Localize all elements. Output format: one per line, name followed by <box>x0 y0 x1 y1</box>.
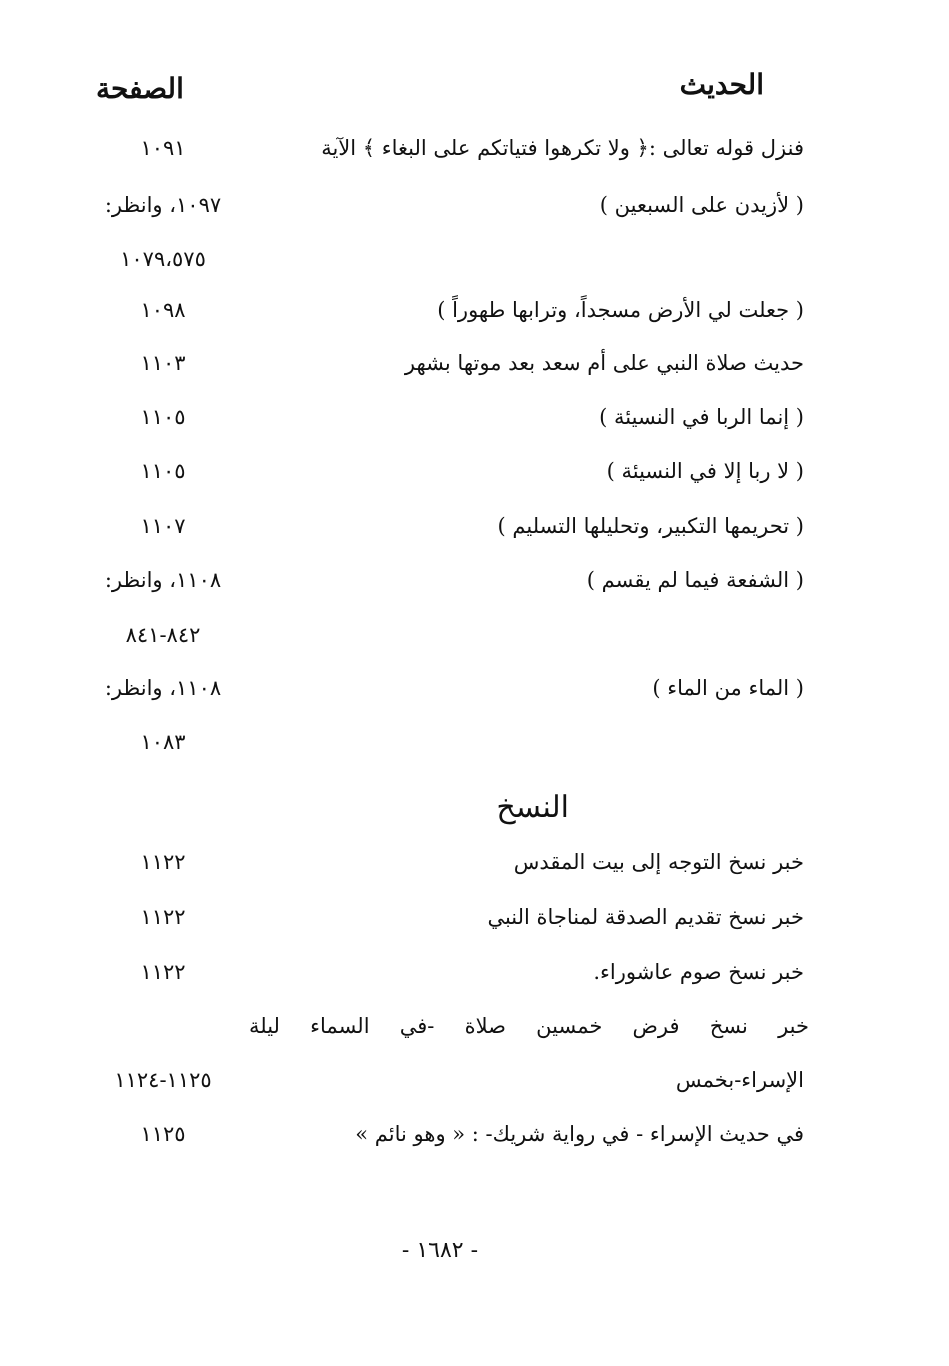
page-reference: ١١٠٧ <box>140 514 186 538</box>
hadith-text: ( لأزيدن على السبعين ) <box>599 193 804 217</box>
list-item <box>0 128 949 168</box>
list-item <box>0 615 949 655</box>
hadith-text: خبر نسخ التوجه إلى بيت المقدس <box>513 850 804 874</box>
hadith-text: فنزل قوله تعالى :﴿ ولا تكرهوا فتياتكم على البغاء ﴾ الآية <box>321 136 804 160</box>
page-reference: ١٠٩٧، وانظر: <box>104 193 222 217</box>
list-item <box>0 239 949 279</box>
hadith-text: ( الماء من الماء ) <box>652 676 804 700</box>
list-item <box>0 842 949 882</box>
page-reference: ١١٠٥ <box>140 405 186 429</box>
column-header-hadith: الحديث <box>679 68 764 101</box>
page-reference: ١٠٩١ <box>140 136 186 160</box>
page-reference: ١١٢٢ <box>140 850 186 874</box>
page-reference: ١١٠٥ <box>140 459 186 483</box>
page-reference: ٨٤٢-٨٤١ <box>125 623 201 647</box>
page-reference: ١١٠٨، وانظر: <box>104 676 222 700</box>
section-title: النسخ <box>496 790 569 825</box>
hadith-text: حديث صلاة النبي على أم سعد بعد موتها بشهر <box>404 351 804 375</box>
page-reference: ١١٢٥ <box>140 1122 186 1146</box>
column-header-page: الصفحة <box>96 72 184 105</box>
list-item <box>0 1114 949 1154</box>
page-reference: ١١٢٥-١١٢٤ <box>114 1068 212 1092</box>
hadith-text: ( جعلت لي الأرض مسجداً، وترابها طهوراً ) <box>437 298 804 322</box>
list-item <box>0 560 949 600</box>
list-item <box>0 897 949 937</box>
hadith-text: ( الشفعة فيما لم يقسم ) <box>586 568 804 592</box>
page-reference: ١٠٧٩،٥٧٥ <box>120 247 206 271</box>
hadith-text: ( لا ربا إلا في النسيئة ) <box>606 459 804 483</box>
hadith-text: ( إنما الربا في النسيئة ) <box>599 405 804 429</box>
list-item <box>0 1060 949 1100</box>
page-reference: ١١٢٢ <box>140 905 186 929</box>
list-item <box>0 343 949 383</box>
list-item <box>0 290 949 330</box>
list-item <box>0 451 949 491</box>
hadith-text: الإسراء-بخمس <box>675 1068 804 1092</box>
page-reference: ١١٠٣ <box>140 351 186 375</box>
page-reference: ١٠٨٣ <box>140 730 186 754</box>
long-entry-line-1: خبر نسخ فرض خمسين صلاة -في السماء ليلة <box>249 1014 809 1038</box>
list-item <box>0 397 949 437</box>
list-item <box>0 722 949 762</box>
page-reference: ١١٢٢ <box>140 960 186 984</box>
list-item <box>0 185 949 225</box>
list-item <box>0 506 949 546</box>
page-number: - ١٦٨٢ - <box>401 1238 479 1263</box>
hadith-text: خبر نسخ صوم عاشوراء. <box>593 960 804 984</box>
page-reference: ١١٠٨، وانظر: <box>104 568 222 592</box>
hadith-text: في حديث الإسراء - في رواية شريك- : « وهو نائم » <box>355 1122 804 1146</box>
list-item <box>0 668 949 708</box>
list-item <box>0 952 949 992</box>
page-reference: ١٠٩٨ <box>140 298 186 322</box>
hadith-text: ( تحريمها التكبير، وتحليلها التسليم ) <box>497 514 804 538</box>
hadith-text: خبر نسخ تقديم الصدقة لمناجاة النبي <box>487 905 804 929</box>
